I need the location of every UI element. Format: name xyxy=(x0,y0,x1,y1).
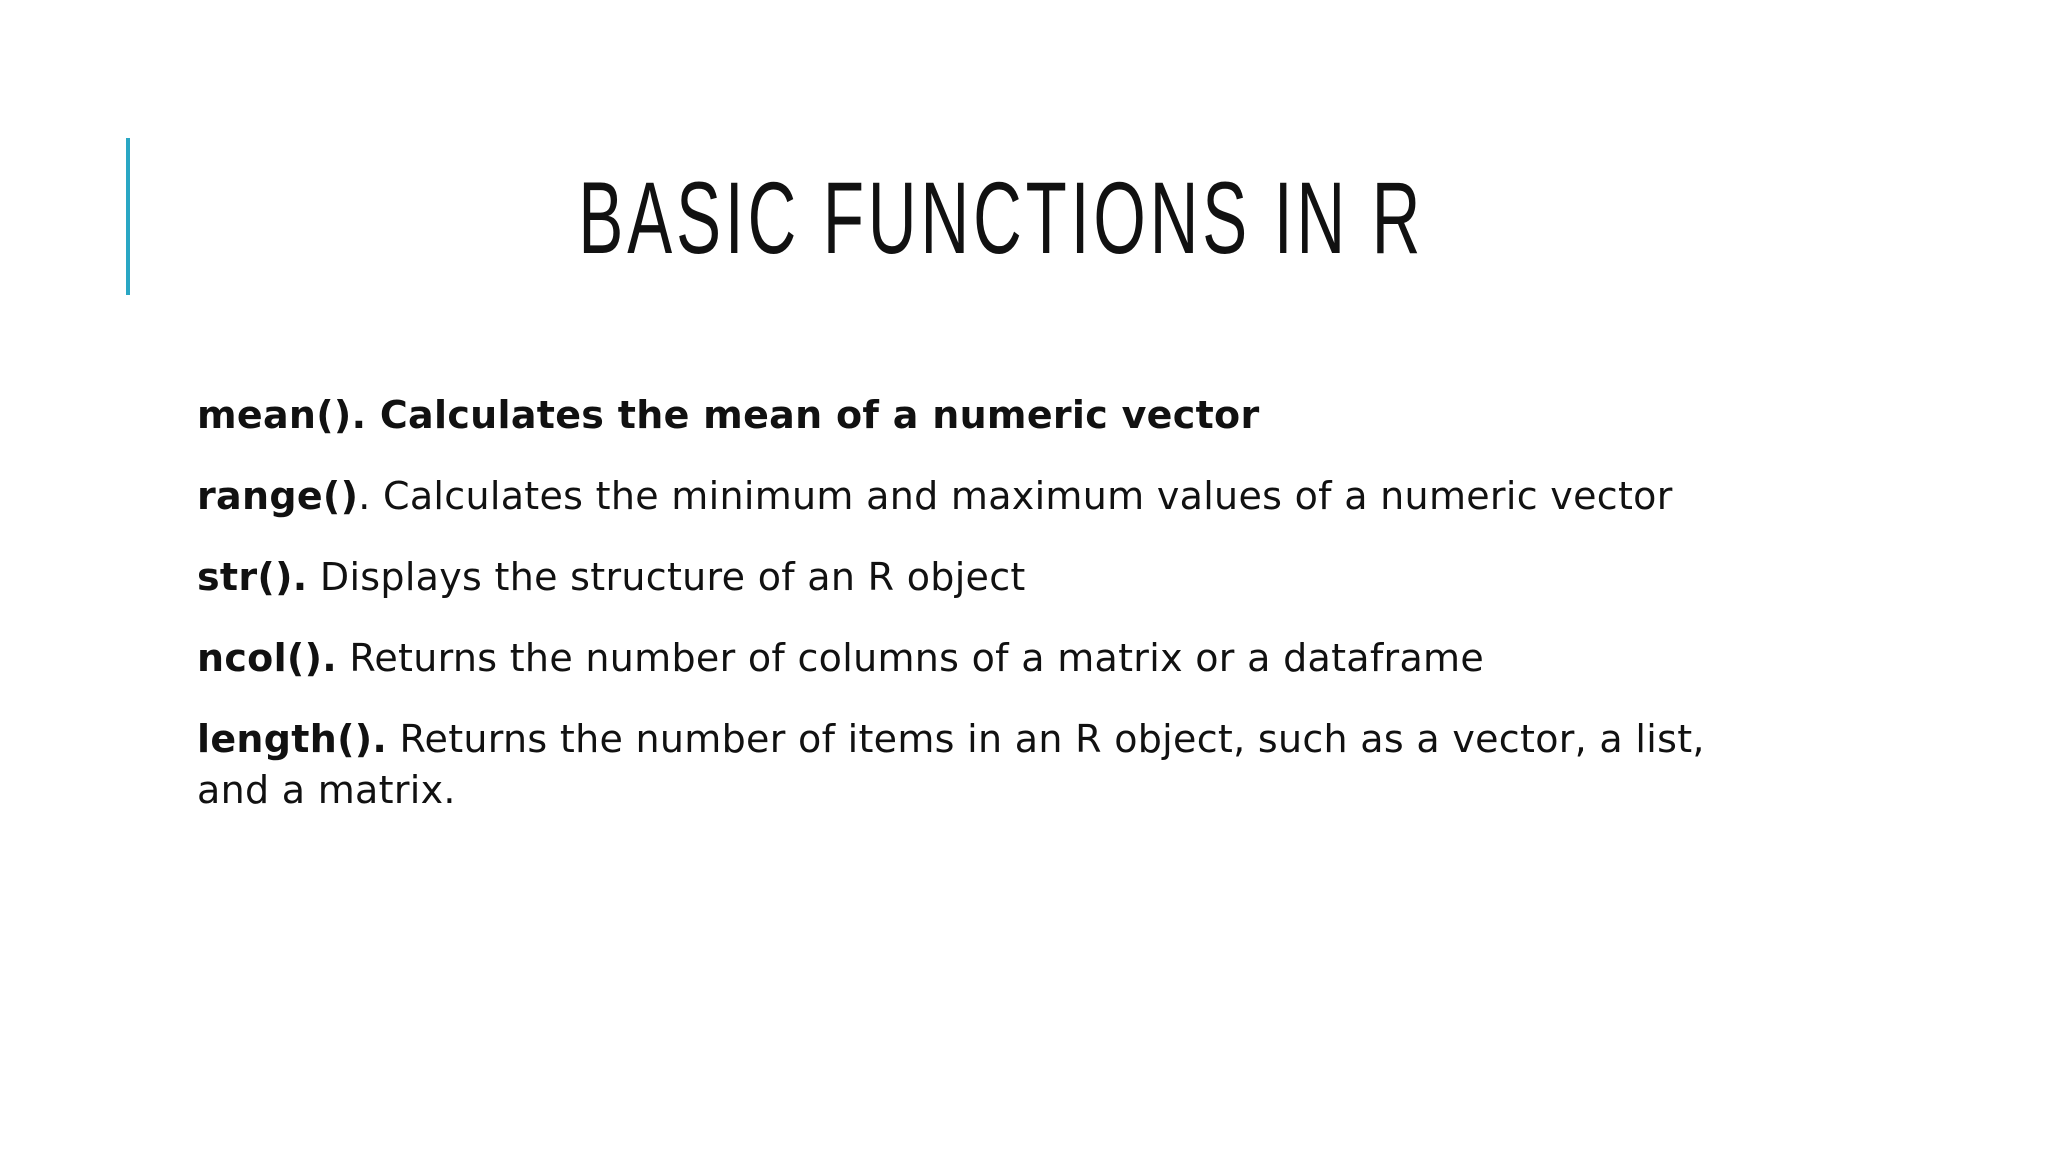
slide-title: BASIC FUNCTIONS IN R xyxy=(578,161,1425,275)
function-name: length(). xyxy=(197,717,388,761)
list-item-ncol xyxy=(197,633,1757,684)
function-description: Returns the number of items in an R object, such as a vector, a list, and a matrix. xyxy=(197,717,1705,812)
function-name: range() xyxy=(197,474,359,518)
function-description: . Calculates the minimum and maximum values of a numeric vector xyxy=(358,474,1673,518)
function-name: str(). xyxy=(197,555,308,599)
list-item-mean xyxy=(197,390,1757,441)
function-description: Returns the number of columns of a matrix or a dataframe xyxy=(336,636,1485,680)
function-description: Displays the structure of an R object xyxy=(307,555,1026,599)
list-item-length xyxy=(197,714,1757,816)
slide-body xyxy=(197,390,1757,846)
list-item-range xyxy=(197,471,1757,522)
title-accent-bar xyxy=(126,138,130,295)
function-name: ncol(). xyxy=(197,636,337,680)
function-name: mean(). xyxy=(197,393,367,437)
function-description: Calculates the mean of a numeric vector xyxy=(366,393,1260,437)
list-item-str xyxy=(197,552,1757,603)
